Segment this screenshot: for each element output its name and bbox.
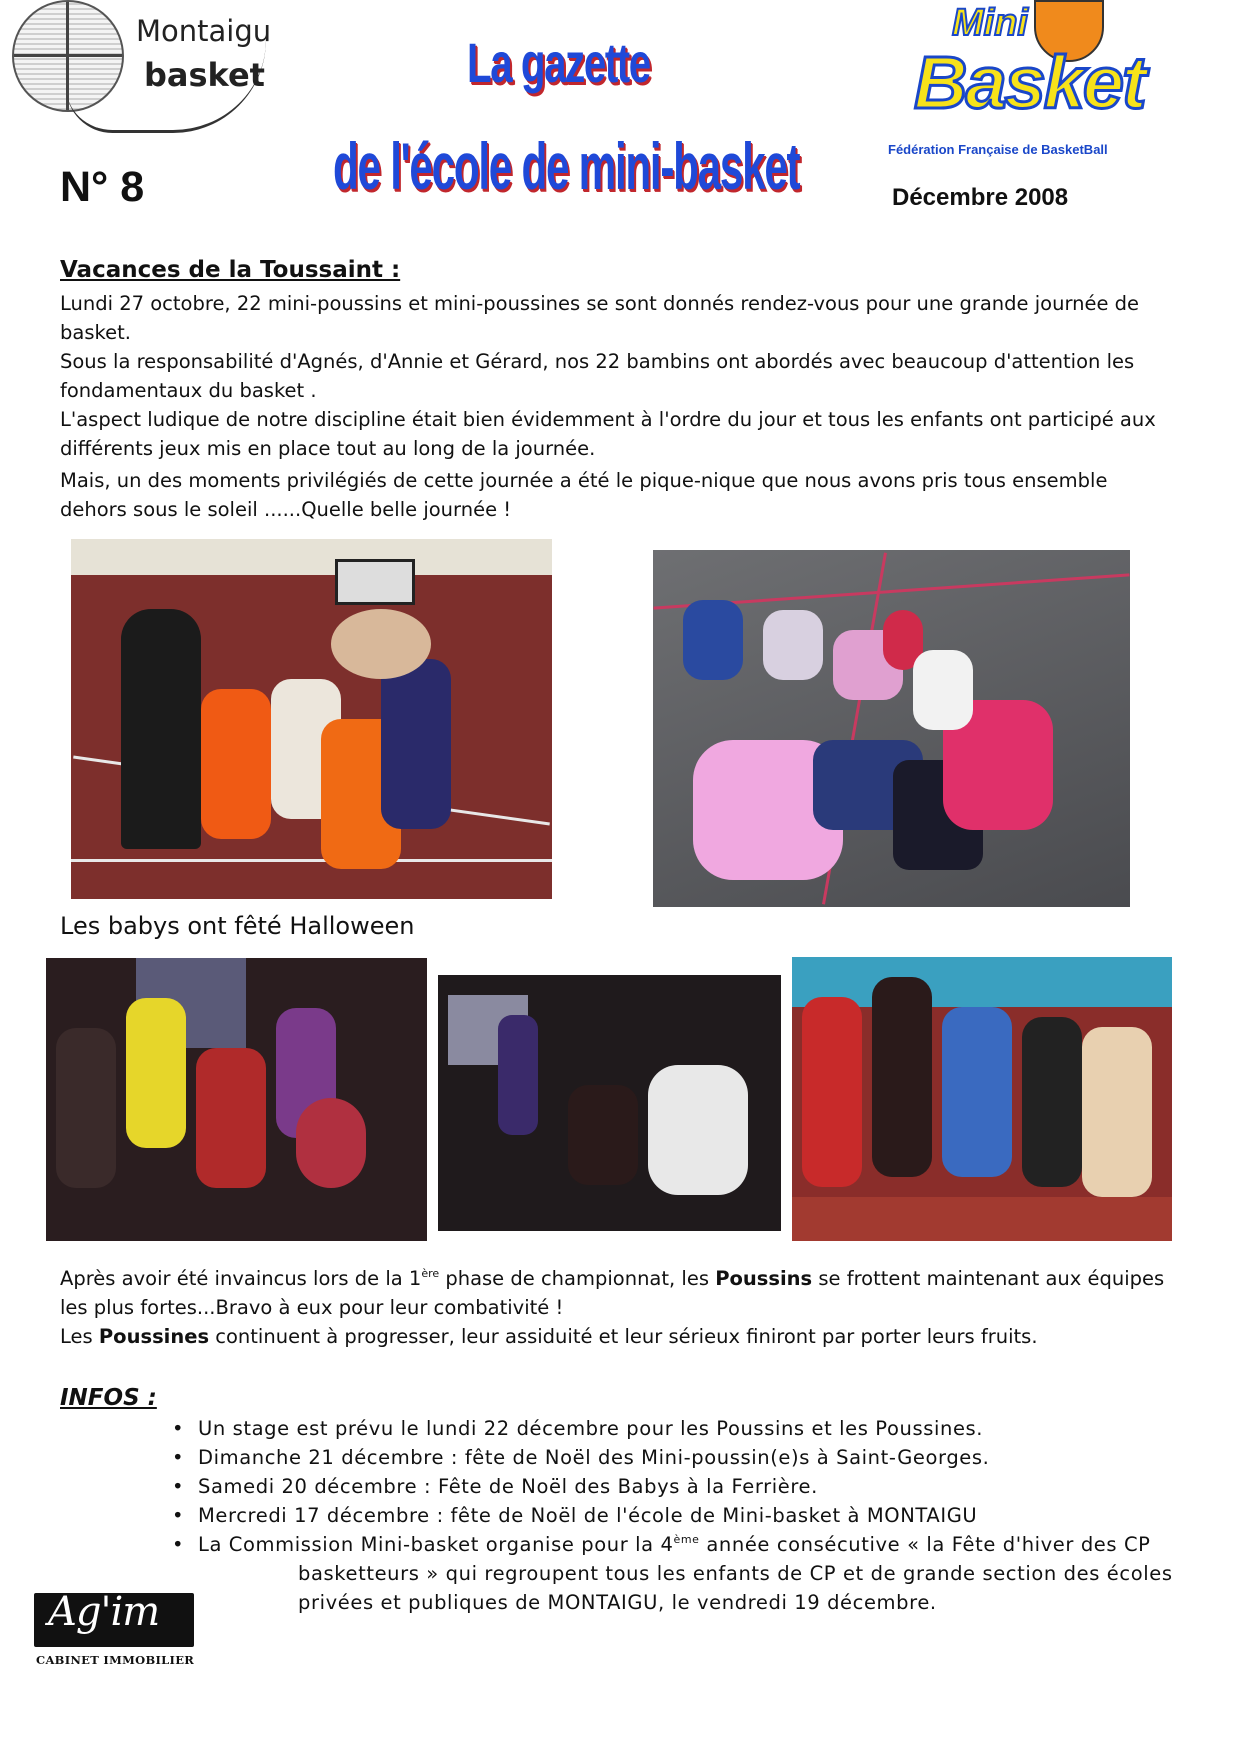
paragraph: Après avoir été invaincus lors de la 1ère phase de championnat, les Poussins se frottent maintenant aux équipes les plus fortes...Bravo à eux pour leur combativité ! xyxy=(60,1267,1165,1319)
list-item: • La Commission Mini-basket organise pour la 4ème année consécutive « la Fête d'hiver des CP basketteurs » qui regroupent tous les enfants de CP et de grande section des écoles privées et publiques de MONTAIGU, le vendredi 19 décembre. xyxy=(172,1533,1173,1614)
federation-logo xyxy=(886,0,1146,160)
club-logo-line1: Montaigu xyxy=(136,14,272,48)
section-title: INFOS : xyxy=(60,1385,157,1411)
paragraph: Sous la responsabilité d'Agnés, d'Annie et Gérard, nos 22 bambins ont abordés avec beaucoup d'attention les fondamentaux du basket . xyxy=(60,350,1135,402)
photo-halloween-costumes xyxy=(792,957,1172,1241)
paragraph: Lundi 27 octobre, 22 mini-poussins et mini-poussines se sont donnés rendez-vous pour une grande journée de basket. xyxy=(60,292,1140,344)
infos-list xyxy=(172,1414,1202,1617)
list-item: • Un stage est prévu le lundi 22 décembre pour les Poussins et les Poussines. xyxy=(172,1417,984,1440)
photo-picnic xyxy=(653,550,1130,907)
sponsor-logo-script: Ag'im xyxy=(48,1589,160,1635)
logo-mini-word: Mini xyxy=(952,2,1028,44)
list-item: • Samedi 20 décembre : Fête de Noël des Babys à la Ferrière. xyxy=(172,1475,818,1498)
paragraph: Les Poussines continuent à progresser, leur assiduité et leur sérieux finiront par porter leurs fruits. xyxy=(60,1325,1038,1348)
newsletter-title-line2: de l'école de mini-basket xyxy=(333,129,800,203)
paragraph: Mais, un des moments privilégiés de cette journée a été le pique-nique que nous avons pris tous ensemble dehors sous le soleil ......Quelle belle journée ! xyxy=(60,469,1108,521)
issue-date: Décembre 2008 xyxy=(892,184,1069,211)
poussins-section xyxy=(60,1264,1180,1351)
club-logo xyxy=(6,0,272,120)
photo-halloween-babies xyxy=(46,958,427,1241)
club-logo-line2: basket xyxy=(144,56,265,94)
logo-basket-word: Basket xyxy=(914,41,1145,124)
list-item: • Mercredi 17 décembre : fête de Noël de l'école de Mini-basket à MONTAIGU xyxy=(172,1504,978,1527)
newsletter-title-line1: La gazette xyxy=(467,31,650,94)
sponsor-subtitle: CABINET IMMOBILIER xyxy=(36,1653,195,1667)
sponsor-logo xyxy=(34,1583,194,1673)
paragraph: L'aspect ludique de notre discipline était bien évidemment à l'ordre du jour et tous les enfants ont participé aux différents jeux mis en place tout au long de la journée. xyxy=(60,408,1156,460)
list-item: • Dimanche 21 décembre : fête de Noël des Mini-poussin(e)s à Saint-Georges. xyxy=(172,1446,990,1469)
photo-halloween-activity xyxy=(438,975,781,1231)
issue-number: N° 8 xyxy=(60,163,145,211)
section-title: Les babys ont fêté Halloween xyxy=(60,912,415,940)
federation-name: Fédération Française de BasketBall xyxy=(888,142,1108,157)
section-body xyxy=(60,289,1180,524)
photo-gym-kids xyxy=(71,539,552,899)
section-title: Vacances de la Toussaint : xyxy=(60,257,401,283)
